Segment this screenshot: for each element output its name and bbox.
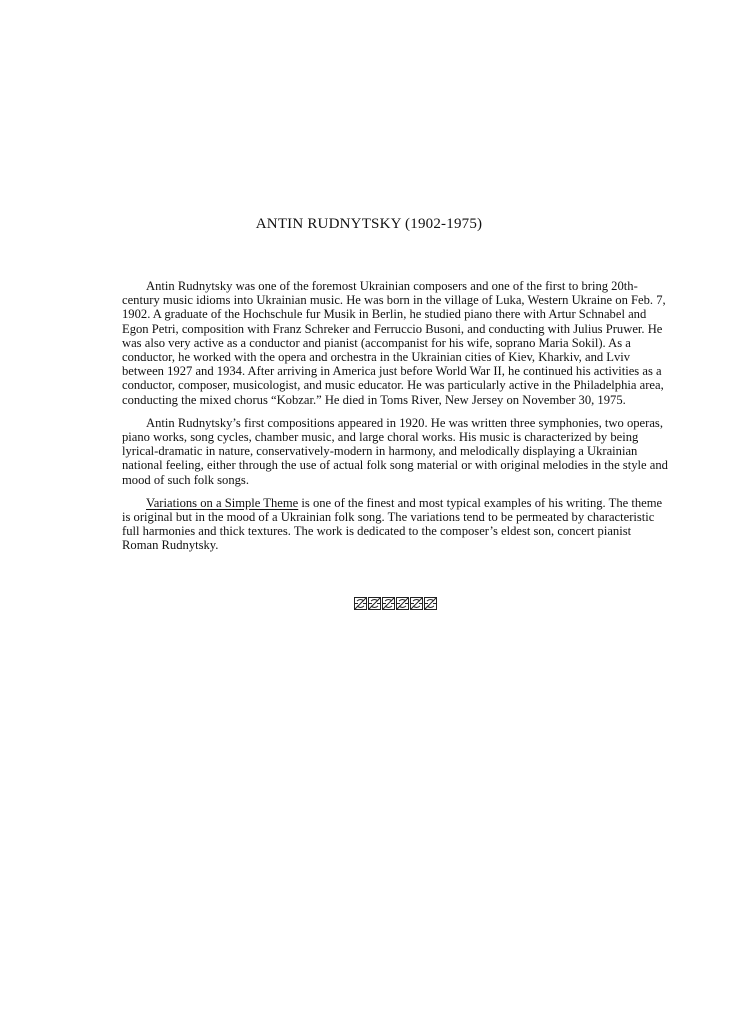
compositions-paragraph: Antin Rudnytsky’s first compositions appeared in 1920. He was written three symphonies, two operas, piano works, song cycles, chamber music, and large choral works. His music is characterized by being lyrical-dramatic in nature, conservatively-modern in harmony, and melodically displaying a Ukrainian national feeling, either through the use of actual folk song material or with original melodies in the style and mood of such folk songs. (122, 415, 668, 487)
page-title: ANTIN RUDNYTSKY (1902-1975) (255, 216, 483, 232)
ornament-tile-icon (354, 597, 367, 610)
biography-paragraph-1: Antin Rudnytsky was one of the foremost Ukrainian composers and one of the first to bring 20th-century music idioms into Ukrainian music. He was born in the village of Luka, Western Ukraine on Feb. 7, 1902. A graduate of the Hochschule fur Musik in Berlin, he studied piano there with Artur Schnabel and Egon Petri, composition with Franz Schreker and Ferruccio Busoni, and conducting with Julius Pruwer. He was also very active as a conductor and pianist (accompanist for his wife, soprano Maria Sokil). As a conductor, he worked with the opera and orchestra in the Ukrainian cities of Kiev, Kharkiv, and Lviv between 1927 and 1934. After arriving in America just before World War II, he continued his activities as a conductor, composer, musicologist, and music educator. He was particularly active in the Philadelphia area, conducting the mixed chorus “Kobzar.” He died in Toms River, New Jersey on November 30, 1975. (122, 279, 666, 407)
work-title: Variations on a Simple Theme (146, 495, 299, 510)
ornament-tile-icon (424, 597, 437, 610)
variations-paragraph (122, 496, 670, 553)
biography-body (122, 279, 670, 562)
ornament-tile-icon (368, 597, 381, 610)
ornament-tile-icon (382, 597, 395, 610)
decorative-border-ornament-icon (354, 597, 438, 611)
ornament-tile-icon (410, 597, 423, 610)
ornament-tile-icon (396, 597, 409, 610)
variations-paragraph-text: is one of the finest and most typical examples of his writing. The theme is original but in the mood of a Ukrainian folk song. The variations tend to be permeated by characteristic full harmonies and thick textures. The work is dedicated to the composer’s eldest son, concert pianist Roman Rudnytsky. (122, 495, 663, 553)
